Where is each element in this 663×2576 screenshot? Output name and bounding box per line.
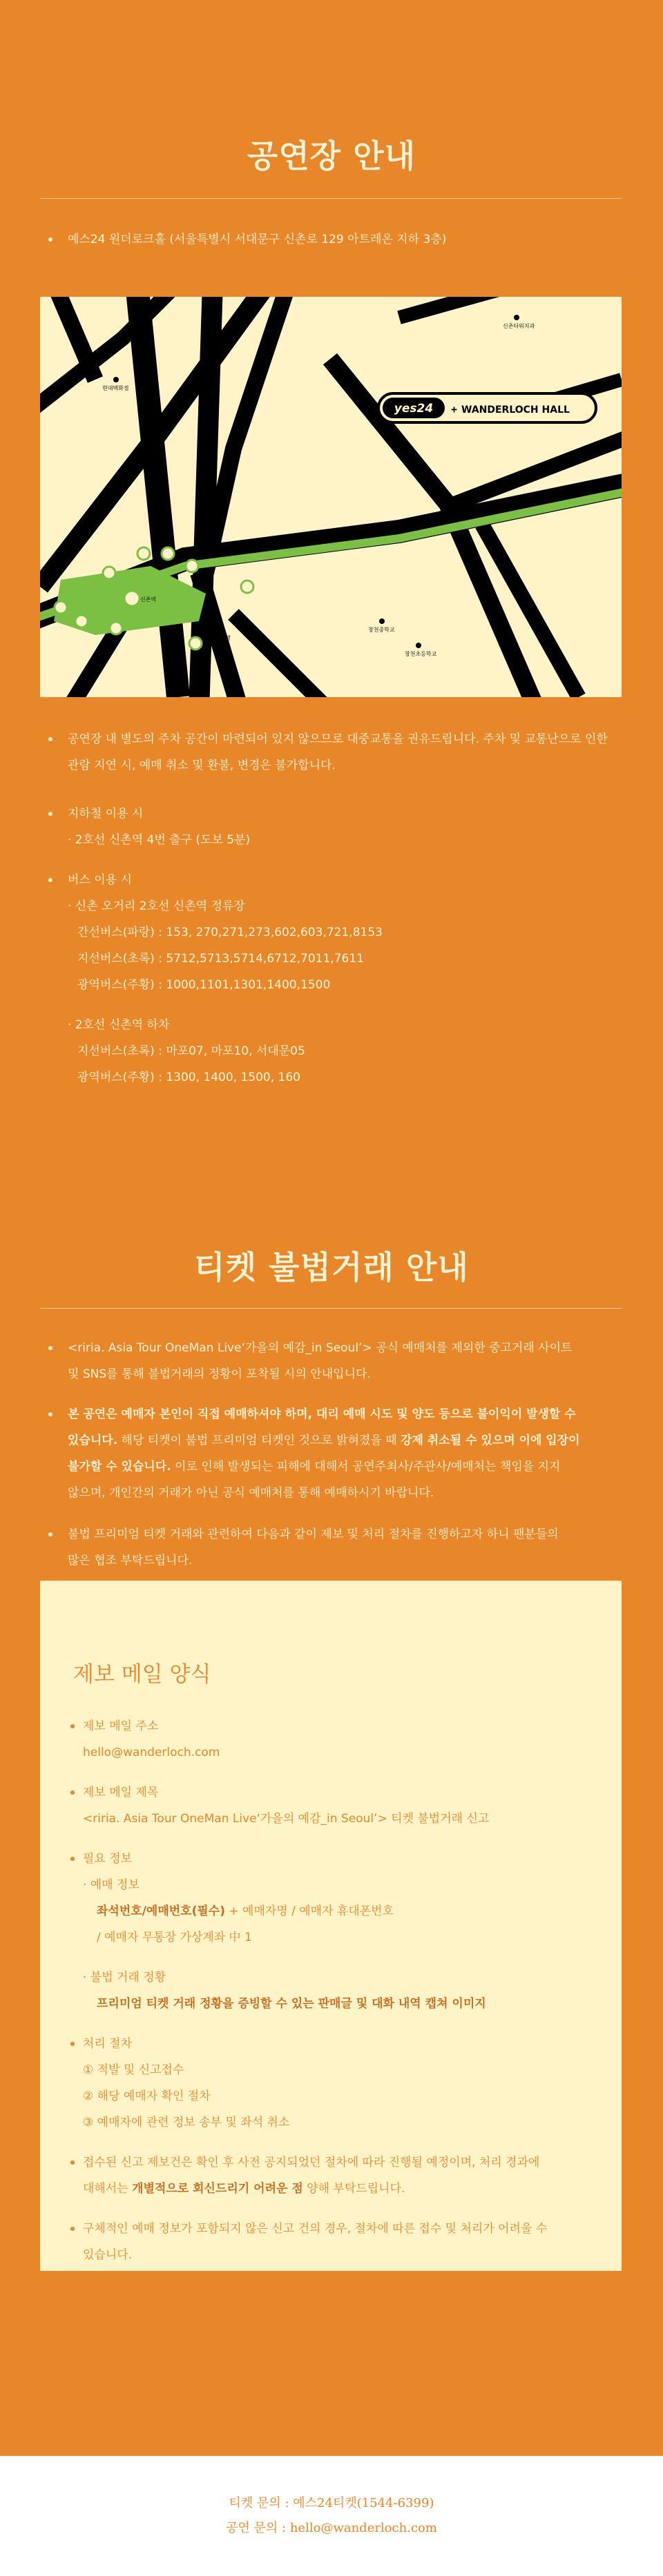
hall-logo xyxy=(378,393,596,422)
venue-map xyxy=(40,297,622,697)
map-label-2: 신촌역 xyxy=(140,596,157,603)
map-label-5: 창천초등학교 xyxy=(405,651,437,657)
map-label-3: 우리은행 xyxy=(209,635,231,641)
report-process-label: 처리 절차 xyxy=(70,2031,595,2057)
report-note-1: 접수된 신고 제보건은 확인 후 사전 공지되었던 절차에 따라 진행될 예정이며, 처리 경과에 대해서는 개별적으로 회신드리기 어려운 점 양해 부탁드립니다. xyxy=(70,2149,595,2202)
booking-info-label: · 예매 정보 xyxy=(83,1878,140,1892)
process-step: ② 해당 예매자 확인 절차 xyxy=(83,2089,211,2103)
report-note-2: 구체적인 예매 정보가 포함되지 않은 신고 건의 경우, 절차에 따른 접수 및 처리가 어려울 수 있습니다. xyxy=(70,2216,595,2268)
map-label-4: 창천중학교 xyxy=(368,627,395,633)
bus-line: 광역버스(주황) : 1300, 1400, 1500, 160 xyxy=(77,1071,300,1084)
venue-divider xyxy=(40,198,622,199)
booking-info-value: 좌석번호/예매번호(필수) + 예매자명 / 예매자 휴대폰번호 xyxy=(97,1904,394,1918)
ticket-paragraph-1: <riria. Asia Tour OneMan Live‘가을의 예감_in Seoul’> 공식 예매처를 제외한 중고거래 사이트 및 SNS를 통해 불법거래의 정황이 포착될 시의 안내입니다. xyxy=(48,1335,622,1387)
report-title: 제보 메일 양식 xyxy=(73,1662,211,1687)
report-subject-label: 제보 메일 제목 xyxy=(70,1779,595,1806)
report-mail-address: hello@wanderloch.com xyxy=(83,1746,220,1759)
svg-text:+: + xyxy=(451,403,458,416)
bus-line: 간선버스(파랑) : 153, 270,271,273,602,603,721,8153 xyxy=(77,926,383,939)
process-step: ① 적발 및 신고접수 xyxy=(83,2063,184,2077)
bus-stop-1: · 신촌 오거리 2호선 신촌역 정류장 xyxy=(68,899,245,913)
venue-notice: 공연장 내 별도의 주차 공간이 마련되어 있지 않으므로 대중교통을 권유드립니다. 주차 및 교통난으로 인한 관람 지연 시, 예매 취소 및 환불, 변경은 불가합니다. xyxy=(48,726,622,779)
bus-line: 지선버스(초록) : 마포07, 마포10, 서대문05 xyxy=(77,1044,305,1058)
subway-detail: · 2호선 신촌역 4번 출구 (도보 5분) xyxy=(68,833,251,847)
process-step: ③ 예매자에 관련 정보 송부 및 좌석 취소 xyxy=(83,2116,290,2129)
ticket-title: 티켓 불법거래 안내 xyxy=(194,1249,469,1286)
bus-heading: 버스 이용 시 xyxy=(48,867,622,893)
report-subject-value: <riria. Asia Tour OneMan Live‘가을의 예감_in Seoul’> 티켓 불법거래 신고 xyxy=(83,1812,490,1826)
bus-line: 지선버스(초록) : 5712,5713,5714,6712,7011,7611 xyxy=(77,952,364,966)
report-mail-label: 제보 메일 주소 xyxy=(70,1713,595,1739)
illegal-trade-label: · 불법 거래 정황 xyxy=(83,1971,166,1984)
map-graphic xyxy=(40,297,622,697)
hall-brand: yes24 xyxy=(394,402,434,416)
ticket-inquiry: 티켓 문의 : 예스24티켓(1544-6399) xyxy=(229,2496,434,2510)
ticket-paragraph-2: 본 공연은 예매자 본인이 직접 예매하셔야 하며, 대리 예매 시도 및 양도 등으로 불이익이 발생할 수 있습니다. 해당 티켓이 불법 프리미엄 티켓인 것으로 밝혀졌을 때 강제 취소될 수 있으며 이에 입장이 불가할 수 있습니다. 이로 인해 발생되는 피해에 대해서 공연주최사/주관사/예매처는 책임을 지지 않으며, 개인간의 거래가 아닌 공식 예매처를 통해 예매하시기 바랍니다. xyxy=(48,1401,622,1506)
report-required-label: 필요 정보 xyxy=(70,1846,595,1872)
map-label-0: 신촌타워치과 xyxy=(503,323,535,329)
footer xyxy=(0,2456,663,2576)
show-inquiry: 공연 문의 : hello@wanderloch.com xyxy=(226,2521,437,2535)
map-label-1: 현대백화점 xyxy=(102,385,129,391)
report-box xyxy=(40,1581,622,2271)
venue-address: 예스24 원더로크홀 (서울특별시 서대문구 신촌로 129 아트레온 지하 3층) xyxy=(48,226,622,253)
venue-title: 공연장 안내 xyxy=(247,137,416,175)
booking-info-line2: / 예매자 무통장 가상계좌 中 1 xyxy=(97,1931,252,1944)
subway-heading: 지하철 이용 시 xyxy=(48,801,622,827)
ticket-paragraph-3: 불법 프리미엄 티켓 거래와 관련하여 다음과 같이 제보 및 처리 절차를 진행하고자 하니 팬분들의 많은 협조 부탁드립니다. xyxy=(48,1521,622,1574)
illegal-trade-value: 프리미엄 티켓 거래 정황을 증빙할 수 있는 판매글 및 대화 내역 캡쳐 이미지 xyxy=(97,1997,486,2011)
bus-stop-2: · 2호선 신촌역 하차 xyxy=(68,1018,170,1032)
hall-name: WANDERLOCH HALL xyxy=(461,404,570,416)
ticket-divider xyxy=(40,1308,622,1309)
bus-line: 광역버스(주황) : 1000,1101,1301,1400,1500 xyxy=(77,978,331,992)
